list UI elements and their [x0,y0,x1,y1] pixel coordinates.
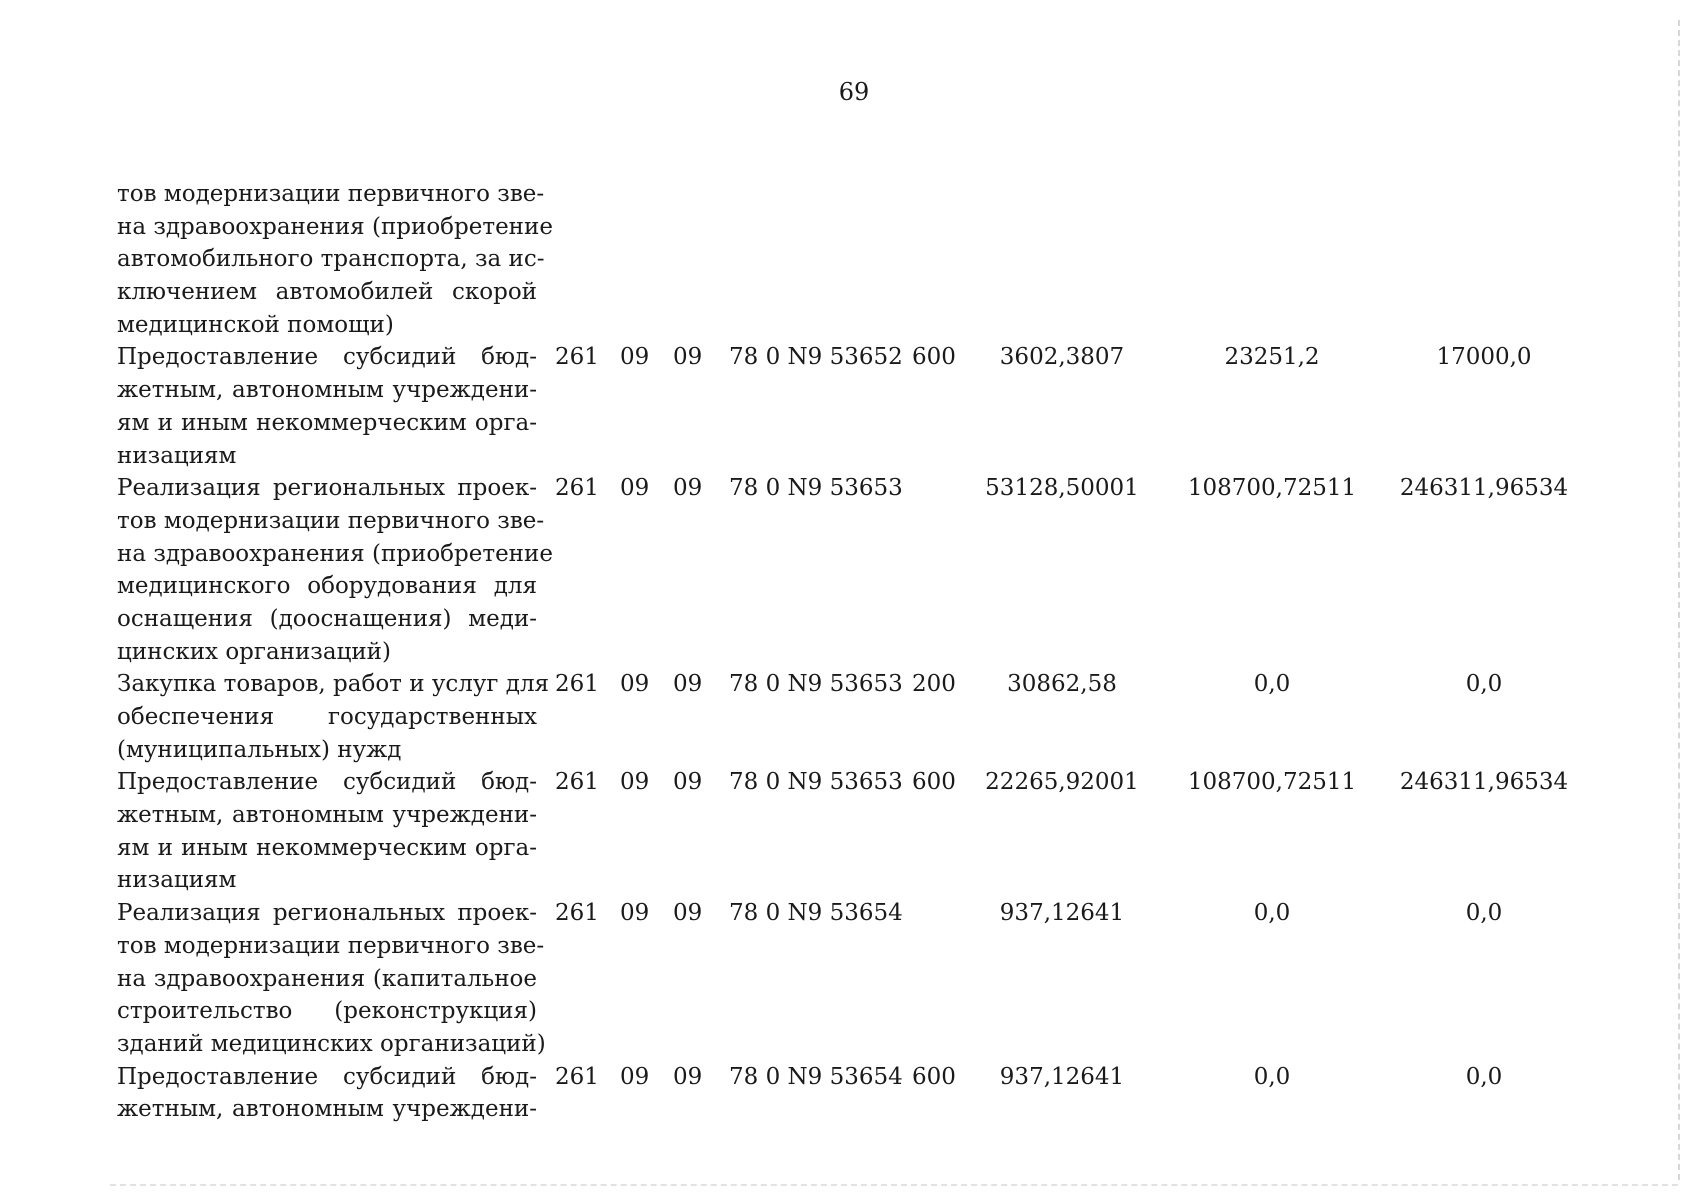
section-code-cell: 09 [620,475,650,502]
target-article-cell: 78 0 N9 53653 [729,475,903,502]
amount-year2-cell: 0,0 [1253,671,1291,698]
amount-year3-cell: 246311,96534 [1399,769,1569,796]
table-row [117,766,1577,897]
subsection-code-cell: 09 [673,475,703,502]
amount-year1-cell: 937,12641 [999,900,1125,927]
description-line: цинских организаций) [117,638,391,665]
row-description [117,341,537,472]
amount-year2-cell: 108700,72511 [1187,475,1357,502]
amount-year1-cell: 22265,92001 [985,769,1139,796]
page-number: 69 [838,78,870,106]
description-line: на здравоохранения (приобретение [117,213,553,240]
scan-bottom-line [110,1184,1678,1186]
amount-year3-cell [1379,178,1589,211]
amount-year3-cell: 0,0 [1465,671,1503,698]
description-line: жетным, автономным учреждени- [117,377,537,404]
row-description [117,668,550,766]
admin-code-cell: 261 [555,344,599,371]
table-row [117,341,1577,472]
admin-code-cell: 261 [555,475,599,502]
description-line: Предоставление субсидий бюд- [117,344,537,371]
table-row [117,178,1577,341]
budget-table [117,178,1577,1126]
admin-code-cell: 261 [555,671,599,698]
description-line: (муниципальных) нужд [117,736,402,763]
amount-year1-cell: 3602,3807 [999,344,1125,371]
amount-year1-cell: 53128,50001 [985,475,1139,502]
amount-year3-cell: 246311,96534 [1399,475,1569,502]
table-row [117,897,1577,1060]
admin-code-cell: 261 [555,900,599,927]
amount-year2-cell: 0,0 [1253,1063,1291,1090]
description-line: медицинской помощи) [117,311,394,338]
description-line: ключением автомобилей скорой [117,279,537,306]
description-line: медицинского оборудования для [117,573,537,600]
scan-margin-line [1678,20,1680,1180]
target-article-cell: 78 0 N9 53653 [729,769,903,796]
description-line: ям и иным некоммерческим орга- [117,409,537,436]
description-line: автомобильного транспорта, за ис- [117,246,545,273]
description-line: жетным, автономным учреждени- [117,802,537,829]
subsection-code-cell: 09 [673,769,703,796]
row-description [117,897,546,1060]
description-line: низациям [117,867,237,894]
amount-year3-cell: 0,0 [1465,900,1503,927]
description-line: на здравоохранения (приобретение [117,540,553,567]
section-code-cell: 09 [620,671,650,698]
admin-code-cell: 261 [555,1063,599,1090]
description-line: Реализация региональных проек- [117,900,537,927]
row-description [117,766,537,897]
amount-year1-cell: 937,12641 [999,1063,1125,1090]
description-line: жетным, автономным учреждени- [117,1096,537,1123]
target-article-cell: 78 0 N9 53654 [729,900,903,927]
expense-type-cell: 600 [912,769,956,796]
description-line: зданий медицинских организаций) [117,1030,546,1057]
expense-type-cell: 600 [912,344,956,371]
description-line: тов модернизации первичного зве- [117,932,545,959]
amount-year2-cell: 23251,2 [1224,344,1320,371]
description-line: строительство (реконструкция) [117,998,537,1025]
description-line: на здравоохранения (капитальное [117,965,537,992]
table-row [117,1061,1577,1126]
section-code-cell: 09 [620,900,650,927]
description-line: Предоставление субсидий бюд- [117,1063,537,1090]
table-row [117,472,1577,668]
section-code-cell: 09 [620,344,650,371]
amount-year1-cell: 30862,58 [1007,671,1117,698]
row-description [117,472,553,668]
amount-year3-cell: 17000,0 [1436,344,1532,371]
row-description [117,1061,537,1126]
description-line: обеспечения государственных [117,704,537,730]
row-description [117,178,553,341]
description-line: тов модернизации первичного зве- [117,181,545,207]
subsection-code-cell: 09 [673,344,703,371]
description-line: Предоставление субсидий бюд- [117,769,537,796]
target-article-cell: 78 0 N9 53654 [729,1063,903,1090]
description-line: Закупка товаров, работ и услуг для [117,671,550,698]
subsection-code-cell: 09 [673,671,703,698]
description-line: низациям [117,442,237,469]
table-row [117,668,1577,766]
amount-year2-cell [1167,178,1377,211]
target-article-cell: 78 0 N9 53653 [729,671,903,698]
expense-type-cell: 600 [912,1063,956,1090]
amount-year2-cell: 0,0 [1253,900,1291,927]
admin-code-cell: 261 [555,769,599,796]
description-line: оснащения (дооснащения) меди- [117,605,537,632]
target-article-cell: 78 0 N9 53652 [729,344,903,371]
amount-year1-cell [957,178,1167,211]
description-line: ям и иным некоммерческим орга- [117,834,537,861]
description-line: Реализация региональных проек- [117,475,537,502]
description-line: тов модернизации первичного зве- [117,507,545,534]
section-code-cell: 09 [620,1063,650,1090]
amount-year2-cell: 108700,72511 [1187,769,1357,796]
subsection-code-cell: 09 [673,900,703,927]
section-code-cell: 09 [620,769,650,796]
expense-type-cell: 200 [912,671,956,698]
amount-year3-cell: 0,0 [1465,1063,1503,1090]
subsection-code-cell: 09 [673,1063,703,1090]
